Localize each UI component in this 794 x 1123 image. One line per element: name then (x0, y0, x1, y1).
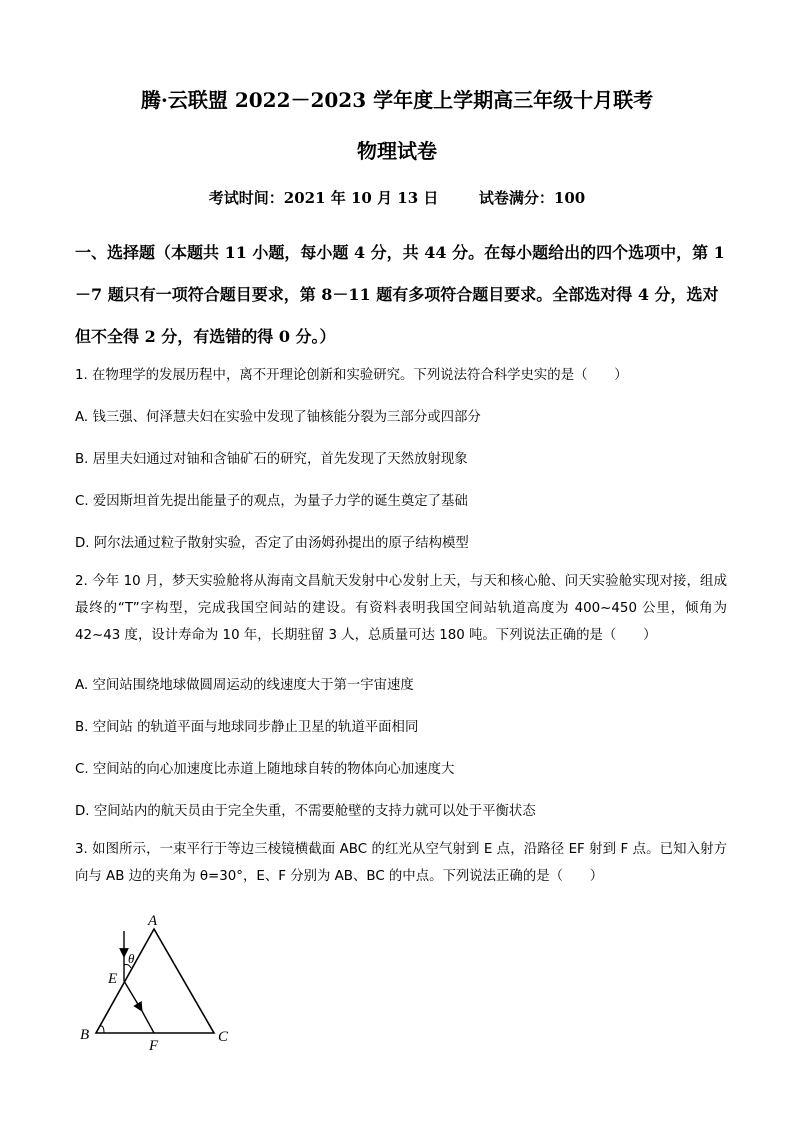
label-theta: θ (128, 951, 135, 966)
exam-time: 考试时间：2021 年 10 月 13 日 (208, 189, 439, 207)
q2-stem: 2. 今年 10 月，梦天实验舱将从海南文昌航天发射中心发射上天，与天和核心舱、问天实验舱实现对接，组成最终的“T”字构型，完成我国空间站的建设。有资料表明我国空间站轨道高度为 400~450 公里，倾角为 42~43 度，设计寿命为 10 年，长期驻留 3 人，总质量可达 180 吨。下列说法正确的是（ ） (75, 574, 727, 643)
section-heading: 一、选择题（本题共 11 小题，每小题 4 分，共 44 分。在每小题给出的四个选项中，第 1－7 题只有一项符合题目要求，第 8－11 题有多项符合题目要求。全部选对得 4 分，选对但不全得 2 分，有选错的得 0 分。） (75, 243, 725, 346)
exam-info (0, 187, 794, 208)
q2-option-c: C. 空间站的向心加速度比赤道上随地球自转的物体向心加速度大 (75, 762, 455, 777)
prism-figure (70, 905, 250, 1065)
q2-option-d: D. 空间站内的航天员由于完全失重，不需要舱壁的支持力就可以处于平衡状态 (75, 804, 536, 819)
label-a: A (148, 913, 158, 929)
q1-option-a: A. 钱三强、何泽慧夫妇在实验中发现了铀核能分裂为三部分或四部分 (75, 410, 481, 425)
q1-option-c: C. 爱因斯坦首先提出能量子的观点，为量子力学的诞生奠定了基础 (75, 494, 468, 509)
exam-title: 腾·云联盟 2022－2023 学年度上学期高三年级十月联考 (140, 88, 654, 112)
label-c: C (218, 1029, 229, 1045)
label-e: E (108, 971, 118, 987)
angle-b-arc (100, 1026, 104, 1033)
label-f: F (149, 1038, 159, 1054)
subject-title: 物理试卷 (357, 139, 437, 163)
q3-stem: 3. 如图所示，一束平行于等边三棱镜横截面 ABC 的红光从空气射到 E 点，沿路径 EF 射到 F 点。已知入射方向与 AB 边的夹角为 θ=30°，E、F 分别为 AB、BC 的中点。下列说法正确的是（ ） (75, 842, 727, 884)
full-score: 试卷满分：100 (478, 189, 586, 207)
q2-option-a: A. 空间站围绕地球做圆周运动的线速度大于第一宇宙速度 (75, 678, 414, 693)
label-b: B (80, 1027, 90, 1043)
refracted-ray (124, 981, 142, 1011)
q1-option-b: B. 居里夫妇通过对铀和含铀矿石的研究，首先发现了天然放射现象 (75, 452, 468, 467)
q1-option-d: D. 阿尔法通过粒子散射实验，否定了由汤姆孙提出的原子结构模型 (75, 536, 469, 551)
q2-option-b: B. 空间站 的轨道平面与地球同步静止卫星的轨道平面相同 (75, 720, 419, 735)
q1-stem: 1. 在物理学的发展历程中，离不开理论创新和实验研究。下列说法符合科学史实的是（ ） (75, 368, 628, 383)
